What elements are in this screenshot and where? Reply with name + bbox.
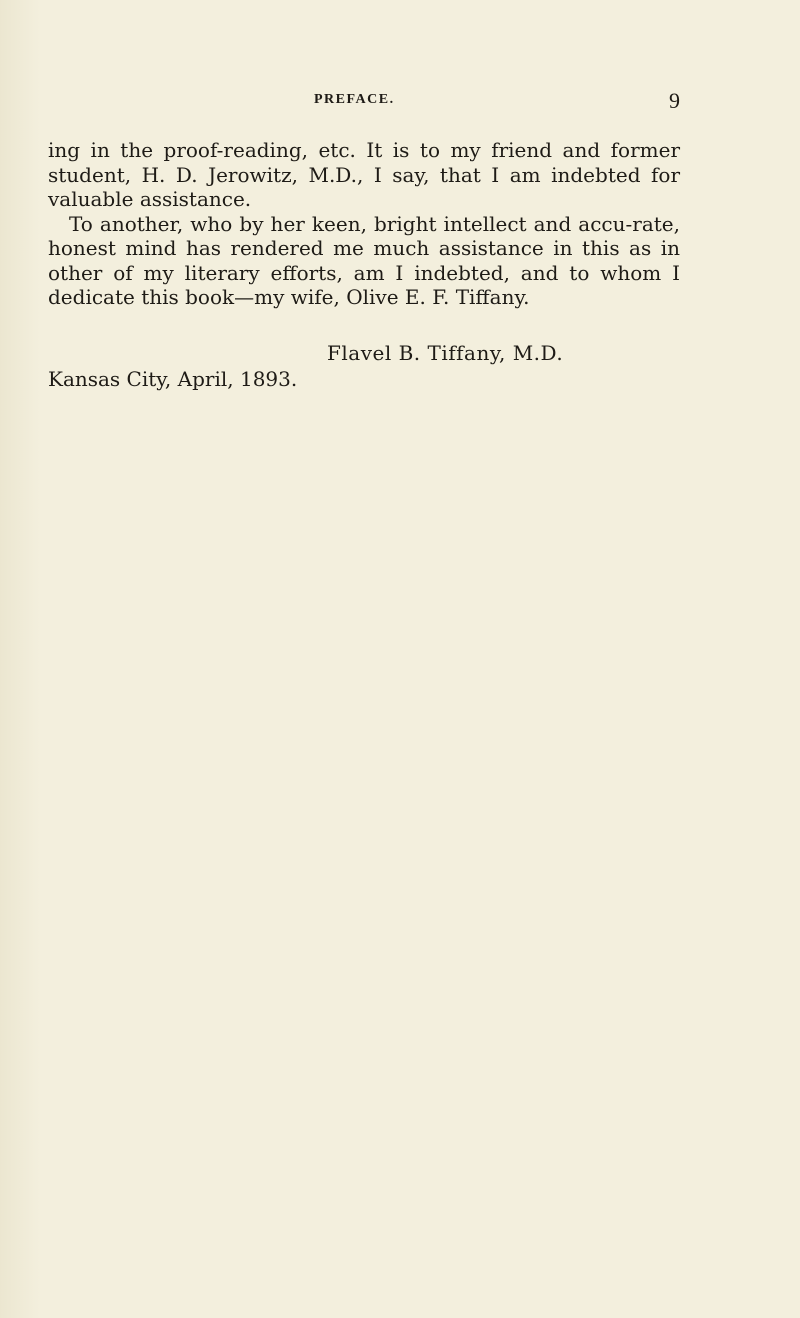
author-signature: Flavel B. Tiffany, M.D. bbox=[327, 341, 564, 365]
place-date: Kansas City, April, 1893. bbox=[48, 367, 298, 391]
paragraph-continuation: ing in the proof-reading, etc. It is to my friend and former student, H. D. Jerowitz, M.D., I say, that I am indebted for valuable assistance. bbox=[48, 138, 680, 211]
running-title: PREFACE. bbox=[314, 92, 395, 107]
page-number: 9 bbox=[669, 88, 680, 113]
paragraph-dedication: To another, who by her keen, bright intellect and accu-rate, honest mind has rendered me much assistance in this as in other of my literary efforts, am I indebted, and to whom I dedicate this book—my wife, Olive E. F. Tiffany. bbox=[48, 211, 680, 309]
running-head bbox=[48, 88, 680, 116]
body-text bbox=[48, 138, 680, 310]
